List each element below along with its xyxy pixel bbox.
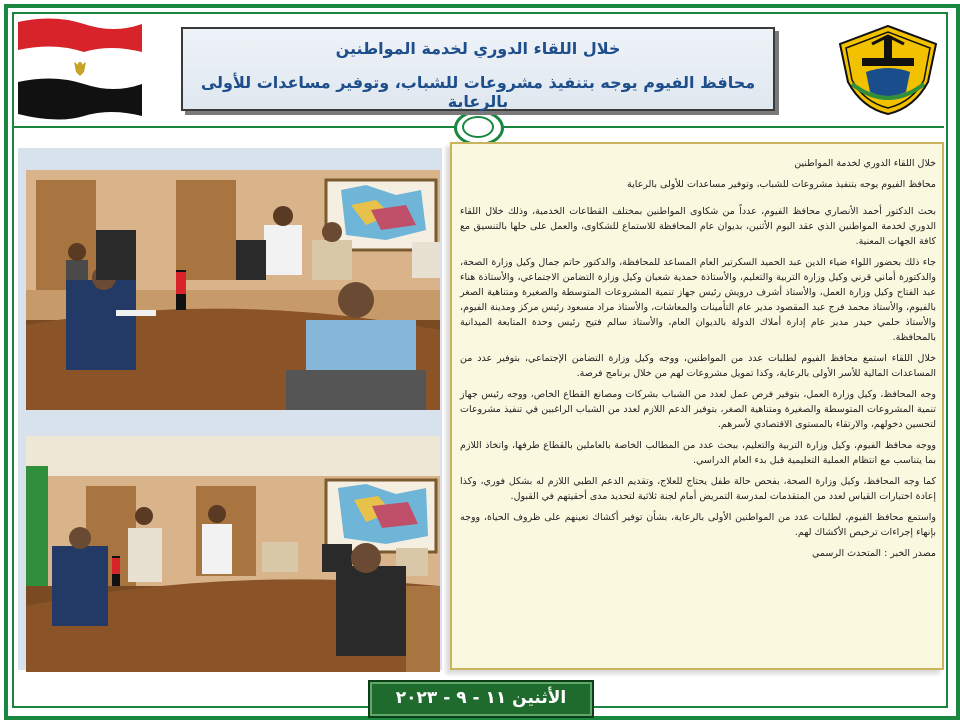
date-badge [368,680,594,718]
article-paragraph-9: واستمع محافظ الفيوم، لطلبات عدد من المواطنين الأولى بالرعاية، بشأن توفير أكشاك تعينهم على ظروف الحياة، ووجه بإنهاء إجراءات ترخيص الأكشاك لهم. [460,512,936,538]
article-paragraph-7: ووجه محافظ الفيوم، وكيل وزارة التربية والتعليم، ببحث عدد من المطالب الخاصة بالعاملين بالقطاع طرفها، واتخاذ اللازم بما يتناسب مع انتظام العملية التعليمية قبل بدء العام الدراسي. [460,440,936,466]
article-paragraph-2: محافظ الفيوم يوجه بتنفيذ مشروعات للشباب، وتوفير مساعدات للأولى بالرعاية [626,179,936,190]
headline-line-2: محافظ الفيوم يوجه بتنفيذ مشروعات للشباب، وتوفير مساعدات للأولى بالرعاية [200,73,756,111]
article-paragraph-1: خلال اللقاء الدوري لخدمة المواطنين [794,158,936,169]
article-source: مصدر الخبر : المتحدث الرسمي [811,548,936,559]
meeting-photo-1 [26,170,440,410]
fayoum-governorate-logo [832,22,944,118]
article-paragraph-6: وجه المحافظ، وكيل وزارة العمل، بتوفير فرص عمل لعدد من الشباب بشركات ومصانع القطاع الخاص، ووجه رئيس جهاز تنمية المشروعات المتوسطة والصغيرة ومتناهية الصغر، بتوفير الدعم اللازم لعدد من الشباب الراغبين في تنفيذ مشروعات لتحسين دخولهم، والارتقاء بالمستوى الاقتصادي لأسرهم. [460,389,936,430]
headline-box [181,27,775,111]
article-paragraph-8: كما وجه المحافظ، وكيل وزارة الصحة، بفحص حالة طفل يحتاج للعلاج، وتقديم الدعم الطبي اللازم له بشكل فوري، وكذا إعادة اختبارات القياس لعدد من المتقدمات لمدرسة التمريض أمام لجنة ثلاثية لتحديد مدى أحقيتهم في القبول. [460,476,936,502]
egypt-flag-image [14,14,146,126]
meeting-photo-2 [26,436,440,672]
date-label: الأثنين ١١ - ٩ - ٢٠٢٣ [395,688,567,708]
article-panel [450,142,944,670]
article-paragraph-3: بحث الدكتور أحمد الأنصاري محافظ الفيوم، عدداً من شكاوى المواطنين بمختلف القطاعات الخدمية، وذلك خلال اللقاء الدوري لخدمة المواطنين الذي عقد اليوم الأثنين، بديوان عام المحافظة للاستماع للشكاوى، والعمل على حلها بالتنسيق مع كافة الجهات المعنية. [460,206,936,247]
article-paragraph-5: خلال اللقاء استمع محافظ الفيوم لطلبات عدد من المواطنين، ووجه وكيل وزارة التضامن الإجتماعي، بتوفير عدد من المساعدات المالية للأسر الأولى بالرعاية، وكذا تمويل مشروعات لهم من خلال برنامج فرصة. [460,353,936,379]
article-body [460,156,936,567]
divider-ring-inner [462,116,494,138]
article-paragraph-4: جاء ذلك بحضور اللواء ضياء الدين عبد الحميد السكرتير العام المساعد للمحافظة، والدكتور حاتم جمال وكيل وزارة الصحة، والدكتورة أماني قرني وكيل وزارة التربية والتعليم، والأستاذة حمدية شعبان وكيل وزارة التضامن الاجتماعي، والأستاذة هناء عبد الفتاح وكيل وزارة العمل، والأستاذ أشرف درويش رئيس جهاز تنمية المشروعات المتوسطة والصغيرة ومتناهية الصغر بالفيوم، والأستاذ محمد فرج عبد المقصود مدير عام التأمينات والمعاشات، والأستاذ مراد مسعود رئيس مركز ومدينة الفيوم، والأستاذ حلمي حيدر مدير عام إدارة أملاك الدولة بالديوان العام، والأستاذ سالم فتيح رئيس وحدة المتابعة الميدانية بالمحافظة. [460,257,936,343]
headline-line-1: خلال اللقاء الدوري لخدمة المواطنين [335,39,621,58]
